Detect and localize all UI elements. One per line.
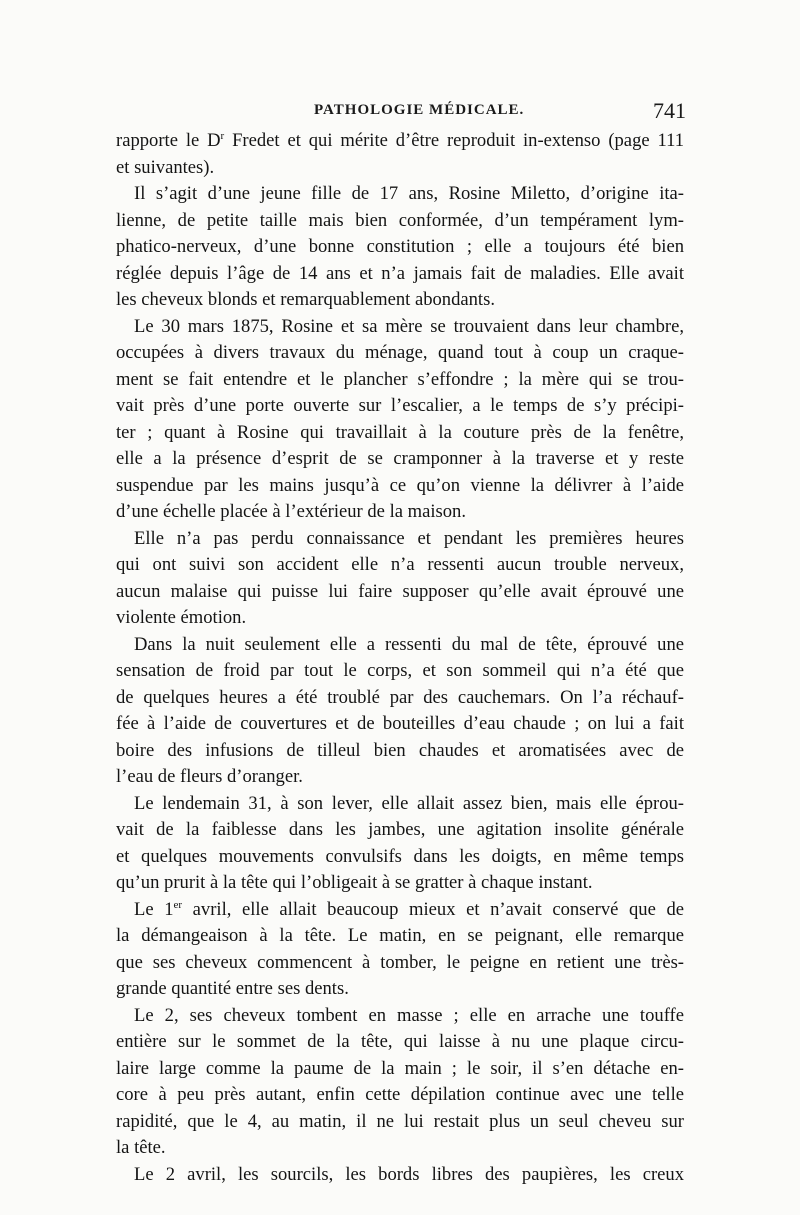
text-line: occupées à divers travaux du ménage, quand tout à coup un craque- [116,342,684,363]
text-line: Le 1er avril, elle allait beaucoup mieux et n’avait conservé que de [134,898,684,920]
text-line: suspendue par les mains jusqu’à ce qu’on vienne la délivrer à l’aide [116,474,684,496]
text-line: phatico-nerveux, d’une bonne constitution ; elle a toujours été bien [116,236,684,257]
text-line: qui ont suivi son accident elle n’a ressenti aucun trouble nerveux, [116,554,684,575]
text-line: la démangeaison à la tête. Le matin, en se peignant, elle remarque [116,925,684,946]
text-line: les cheveux blonds et remarquablement abondants. [116,289,495,310]
text-line: Dans la nuit seulement elle a ressenti du mal de tête, éprouvé une [134,633,684,655]
text-line: lienne, de petite taille mais bien conformée, d’un tempérament lym- [116,209,684,231]
running-head [116,98,686,126]
text-line: la tête. [116,1137,166,1158]
text-line: vait de la faiblesse dans les jambes, une agitation insolite générale [116,819,684,840]
text-line: laire large comme la paume de la main ; le soir, il s’en détache en- [116,1057,684,1079]
text-line: grande quantité entre ses dents. [116,978,349,999]
running-title: PATHOLOGIE MÉDICALE. [314,102,525,118]
body-text [116,128,684,1188]
text-line: core à peu près autant, enfin cette dépilation continue avec une telle [116,1084,684,1105]
text-line: violente émotion. [116,607,247,628]
text-line: réglée depuis l’âge de 14 ans et n’a jamais fait de maladies. Elle avait [116,262,684,284]
text-line: d’une échelle placée à l’extérieur de la maison. [116,501,466,522]
text-line: elle a la présence d’esprit de se cramponner à la traverse et y reste [116,448,684,469]
text-line: Elle n’a pas perdu connaissance et pendant les premières heures [134,527,684,549]
text-line: l’eau de fleurs d’oranger. [116,766,303,787]
text-line: Le 2 avril, les sourcils, les bords libres des paupières, les creux [134,1163,684,1185]
text-line: Le 2, ses cheveux tombent en masse ; elle en arrache une touffe [134,1004,684,1026]
text-line: vait près d’une porte ouverte sur l’escalier, a le temps de s’y précipi- [116,395,684,416]
text-line: que ses cheveux commencent à tomber, le peigne en retient une très- [116,951,684,973]
text-line: ment se fait entendre et le plancher s’effondre ; la mère qui se trou- [116,368,684,390]
text-line: aucun malaise qui puisse lui faire supposer qu’elle avait éprouvé une [116,580,684,602]
text-line: et quelques mouvements convulsifs dans les doigts, en même temps [116,845,684,867]
text-line: qu’un prurit à la tête qui l’obligeait à se gratter à chaque instant. [116,872,593,893]
text-line: entière sur le sommet de la tête, qui laisse à nu une plaque circu- [116,1031,684,1052]
text-line: ter ; quant à Rosine qui travaillait à la couture près de la fenêtre, [116,421,684,443]
page-number: 741 [653,98,686,123]
text-line: Le 30 mars 1875, Rosine et sa mère se trouvaient dans leur chambre, [134,315,684,337]
text-line: rapidité, que le 4, au matin, il ne lui restait plus un seul cheveu sur [116,1110,684,1132]
text-line: et suivantes). [116,156,215,178]
text-line: rapporte le $D^r$ Fredet et qui mérite d’être reproduit in-extenso (page 111 [116,129,684,151]
text-line: sensation de froid par tout le corps, et son sommeil qui n’a été que [116,660,684,681]
text-line: Le lendemain 31, à son lever, elle allait assez bien, mais elle éprou- [134,792,684,814]
text-line: boire des infusions de tilleul bien chaudes et aromatisées avec de [116,739,684,761]
text-line: fée à l’aide de couvertures et de bouteilles d’eau chaude ; on lui a fait [116,713,684,734]
text-line: Il s’agit d’une jeune fille de 17 ans, Rosine Miletto, d’origine ita- [134,183,684,204]
text-line: de quelques heures a été troublé par des cauchemars. On l’a réchauf- [116,686,684,708]
